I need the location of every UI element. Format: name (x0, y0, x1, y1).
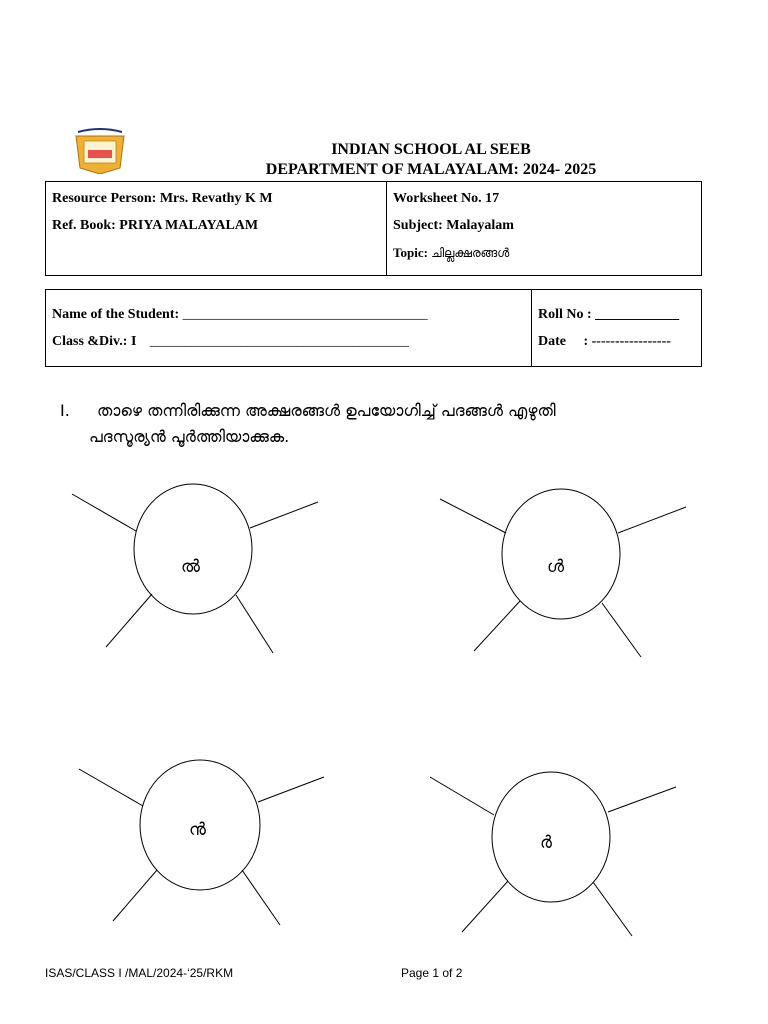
class-field[interactable]: _____________________________________ (149, 334, 409, 349)
ref-book: Ref. Book: PRIYA MALAYALAM (52, 218, 259, 233)
topic-value: ചില്ലക്ഷരങ്ങൾ (431, 246, 510, 260)
subject: Subject: Malayalam (393, 218, 514, 233)
sun-letter-4: ർ (540, 833, 552, 853)
worksheet-number: Worksheet No. 17 (393, 191, 500, 206)
school-name: INDIAN SCHOOL AL SEEB (331, 141, 531, 158)
date-field[interactable]: Date : ----------------- (538, 334, 671, 349)
resource-person: Resource Person: Mrs. Revathy K M (52, 191, 273, 206)
sun-letter-3: ൻ (189, 820, 206, 840)
word-sun-4[interactable] (430, 772, 676, 936)
department-title: DEPARTMENT OF MALAYALAM: 2024- 2025 (265, 161, 597, 178)
question-line-2: പദസൂര്യൻ പൂർത്തിയാക്കുക. (89, 427, 290, 446)
page-number: Page 1 of 2 (401, 966, 463, 980)
question-number: I. (60, 401, 70, 420)
roll-number[interactable]: Roll No : ____________ (538, 307, 680, 322)
class-label: Class &Div.: I (52, 334, 137, 349)
footer-code: ISAS/CLASS I /MAL/2024-‘25/RKM (45, 966, 234, 980)
question-line-1: താഴെ തന്നിരിക്കുന്ന അക്ഷരങ്ങൾ ഉപയോഗിച്ച് പദങ്ങൾ എഴുതി (97, 401, 556, 420)
sun-letter-1: ൽ (181, 557, 200, 577)
topic-label: Topic: (393, 245, 428, 260)
sun-letter-2: ൾ (547, 557, 565, 577)
word-sun-3[interactable] (79, 760, 324, 925)
student-name-label: Name of the Student: (52, 307, 180, 322)
student-name-field[interactable]: ___________________________________ (182, 307, 428, 322)
